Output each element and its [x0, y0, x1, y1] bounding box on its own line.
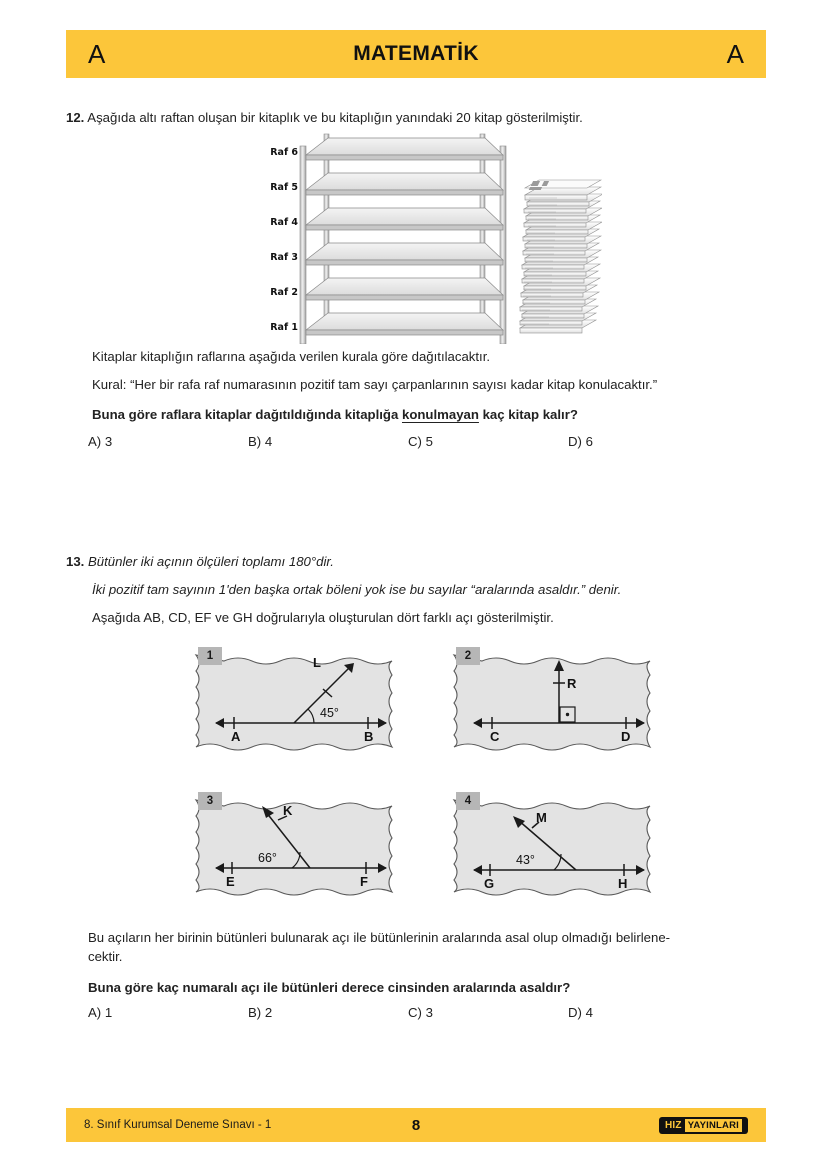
angle-diagram-1-badge: 1	[198, 647, 222, 665]
question-12-options	[88, 434, 728, 449]
question-12-rule: Kural: “Her bir rafa raf numarasının pozitif tam sayı çarpanlarının sayısı kadar kitap konulacaktır.”	[92, 377, 658, 393]
option-13-d-value: 4	[585, 1005, 593, 1020]
question-12-rule-intro: Kitaplar kitaplığın raflarına aşağıda verilen kurala göre dağıtılacaktır.	[92, 349, 491, 364]
bookshelf-figure	[252, 132, 602, 344]
angle-3-point-e-label: E	[226, 874, 235, 889]
question-13-options	[88, 1005, 728, 1020]
book-stack	[520, 180, 602, 333]
angle-diagram-4	[446, 790, 674, 908]
question-13-closing-line-1: Bu açıların her birinin bütünleri bulunarak açı ile bütünlerinin aralarında asal olup olmadığı belirlene-	[88, 930, 671, 945]
angle-diagram-4-graphic	[446, 790, 674, 908]
question-13-body	[88, 928, 766, 997]
question-12-ask-suffix: kaç kitap kalır?	[478, 407, 578, 423]
question-12-ask	[66, 405, 766, 424]
angle-diagram-4-badge: 4	[456, 792, 480, 810]
option-12-a-key: A)	[88, 434, 102, 449]
option-13-c[interactable]	[408, 1005, 568, 1020]
option-12-c-key: C)	[408, 434, 422, 449]
publisher-logo	[659, 1117, 748, 1134]
option-12-a[interactable]	[88, 434, 248, 449]
option-13-a-key: A)	[88, 1005, 102, 1020]
option-13-b[interactable]	[248, 1005, 408, 1020]
shelf-label-raf-3: Raf 3	[270, 252, 298, 263]
angle-diagram-3-badge: 3	[198, 792, 222, 810]
bookshelf-illustration	[252, 132, 602, 344]
header-booklet-letter-left: A	[88, 39, 106, 69]
angle-2-point-c-label: C	[490, 729, 500, 744]
page-title: MATEMATİK	[353, 42, 479, 65]
angle-diagram-2	[446, 645, 674, 763]
angle-4-ray-label: M	[536, 810, 547, 825]
question-12-stem	[66, 108, 766, 127]
question-12-stem-line	[66, 108, 766, 127]
option-13-c-key: C)	[408, 1005, 422, 1020]
option-12-b-value: 4	[264, 434, 273, 449]
question-12-ask-prefix: Buna göre raflara kitaplar dağıtıldığında kitaplığa	[92, 407, 402, 423]
shelf-label-raf-2: Raf 2	[270, 287, 298, 298]
angle-2-ray-label: R	[567, 676, 577, 691]
question-13-line-1	[66, 552, 766, 571]
option-12-c[interactable]	[408, 434, 568, 449]
angle-1-ray-label: L	[313, 655, 321, 670]
question-13-definition-coprime: İki pozitif tam sayının 1'den başka ortak böleni yok ise bu sayılar “aralarında asaldır.” denir.	[92, 582, 622, 598]
option-12-b[interactable]	[248, 434, 408, 449]
angle-1-point-b-label: B	[364, 729, 374, 744]
shelf-label-raf-6: Raf 6	[270, 147, 298, 158]
option-13-c-value: 3	[425, 1005, 433, 1020]
publisher-logo-secondary: YAYINLARI	[685, 1119, 742, 1132]
option-12-c-value: 5	[425, 434, 433, 449]
question-13-closing-line-2: cektir.	[88, 949, 123, 965]
footer-exam-name: 8. Sınıf Kurumsal Deneme Sınavı - 1	[84, 1119, 272, 1131]
option-13-d[interactable]	[568, 1005, 728, 1020]
option-13-d-key: D)	[568, 1005, 582, 1020]
question-13-figure-intro: Aşağıda AB, CD, EF ve GH doğrularıyla oluşturulan dört farklı açı gösterilmiştir.	[92, 610, 554, 626]
question-12-body	[66, 347, 766, 424]
angle-diagram-3	[188, 790, 416, 908]
shelf-label-raf-1: Raf 1	[270, 322, 298, 333]
angle-1-point-a-label: A	[231, 729, 241, 744]
angle-4-point-g-label: G	[484, 876, 495, 891]
option-13-b-value: 2	[264, 1005, 273, 1020]
angle-1-measure-label: 45°	[320, 706, 339, 720]
angle-diagram-2-badge: 2	[456, 647, 480, 665]
exam-header-bar	[66, 30, 766, 78]
angle-3-ray-label: K	[283, 803, 293, 818]
angle-diagram-3-graphic	[188, 790, 416, 908]
angle-3-point-f-label: F	[360, 874, 368, 889]
angle-diagram-2-graphic	[446, 645, 674, 763]
angle-diagram-1	[188, 645, 416, 763]
question-12-ask-underlined: konulmayan	[401, 407, 479, 423]
question-12-number: 12.	[66, 110, 85, 125]
option-13-b-key: B)	[248, 1005, 262, 1020]
angle-diagram-1-graphic	[188, 645, 416, 763]
question-13-definition-supplementary: Bütünler iki açının ölçüleri toplamı 180°dir.	[88, 554, 334, 569]
page-footer-bar	[66, 1108, 766, 1142]
option-12-a-value: 3	[104, 434, 113, 449]
option-12-b-key: B)	[248, 434, 262, 449]
shelf-label-raf-4: Raf 4	[270, 217, 298, 228]
option-12-d[interactable]	[568, 434, 728, 449]
shelf-label-list	[252, 132, 300, 344]
option-12-d-value: 6	[585, 434, 593, 449]
angle-3-measure-label: 66°	[258, 851, 277, 865]
shelf-label-raf-5: Raf 5	[270, 182, 298, 193]
angle-4-measure-label: 43°	[516, 853, 535, 867]
publisher-logo-primary: HIZ	[665, 1119, 682, 1131]
question-13-stem	[66, 552, 766, 627]
option-13-a[interactable]	[88, 1005, 248, 1020]
question-13-ask: Buna göre kaç numaralı açı ile bütünleri derece cinsinden aralarında asaldır?	[88, 980, 571, 996]
question-12-stem-text: Aşağıda altı raftan oluşan bir kitaplık ve bu kitaplığın yanındaki 20 kitap gösterilmiştir.	[87, 110, 583, 125]
footer-page-number: 8	[411, 1116, 421, 1134]
header-booklet-letter-right: A	[726, 39, 744, 69]
angle-2-point-d-label: D	[621, 729, 631, 744]
option-13-a-value: 1	[104, 1005, 113, 1020]
question-13-number: 13.	[66, 554, 85, 569]
option-12-d-key: D)	[568, 434, 582, 449]
angle-4-point-h-label: H	[618, 876, 628, 891]
